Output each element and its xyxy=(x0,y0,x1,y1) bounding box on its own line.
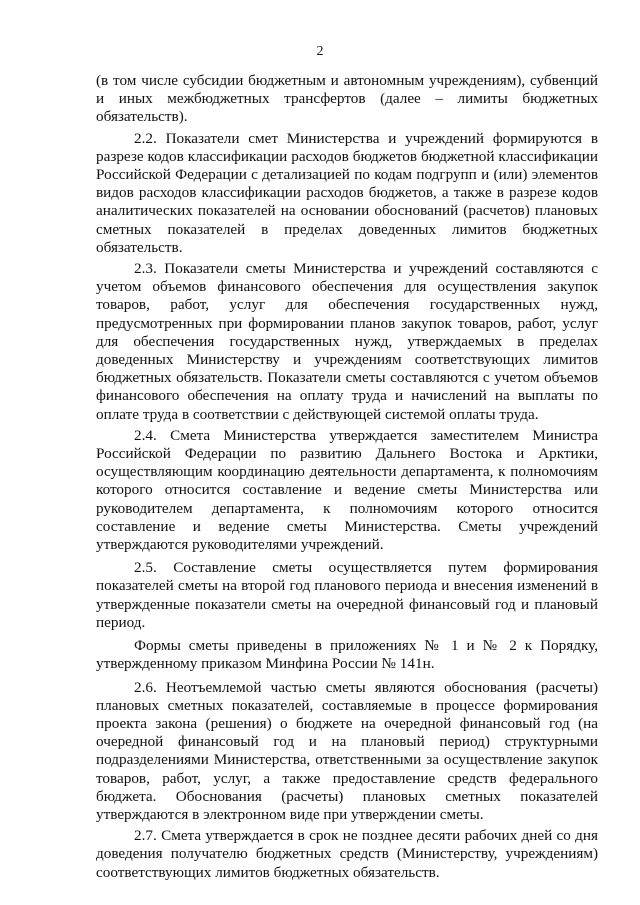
page-number: 2 xyxy=(316,44,324,59)
paragraph-2-6: 2.6. Неотъемлемой частью сметы являются обоснования (расчеты) плановых сметных показателей, составляемые в процессе формирования проекта закона (решения) о бюджете на очередной финансовый год (на очередной финансовый год и на плановый период) структурными подразделениями Министерства, ответственными за осуществление закупок товаров, работ, услуг, а также предоставление средств федерального бюджета. Обоснования (расчеты) плановых сметных показателей утверждаются в электронном виде при утверждении сметы. xyxy=(96,678,598,823)
paragraph-2-7: 2.7. Смета утверждается в срок не позднее десяти рабочих дней со дня доведения получателю бюджетных средств (Министерству, учреждениям) соответствующих лимитов бюджетных обязательств. xyxy=(96,827,598,881)
paragraph-2-4: 2.4. Смета Министерства утверждается заместителем Министра Российской Федерации по развитию Дальнего Востока и Арктики, осуществляющим координацию деятельности департамента, к полномочиям которого относится составление и ведение сметы Министерства или руководителем департамента, к полномочиям которого относится составление и ведение сметы Министерства. Сметы учреждений утверждаются руководителями учреждений. xyxy=(96,426,598,554)
paragraph-continuation: (в том числе субсидии бюджетным и автономным учреждениям), субвенций и иных межбюджетных трансфертов (далее – лимиты бюджетных обязательств). xyxy=(96,72,598,126)
paragraph-2-3: 2.3. Показатели сметы Министерства и учреждений составляются с учетом объемов финансового обеспечения для осуществления закупок товаров, работ, услуг для обеспечения государственных нужд, предусмотренных при формировании планов закупок товаров, работ, услуг для обеспечения государственных нужд, утверждаемых в пределах доведенных Министерству и учреждениям соответствующих лимитов бюджетных обязательств. Показатели сметы составляются с учетом объемов финансового обеспечения на оплату труда и начислений на выплаты по оплате труда в соответствии с действующей системой оплаты труда. xyxy=(96,260,598,423)
paragraph-2-2: 2.2. Показатели смет Министерства и учреждений формируются в разрезе кодов классификации расходов бюджетов бюджетной классификации Российской Федерации с детализацией по кодам подгрупп и (или) элементов видов расходов классификации расходов бюджетов, а также в разрезе кодов аналитических показателей на основании обоснований (расчетов) плановых сметных показателей в пределах доведенных лимитов бюджетных обязательств. xyxy=(96,129,598,256)
document-body xyxy=(96,72,598,882)
paragraph-2-5: 2.5. Составление сметы осуществляется путем формирования показателей сметы на второй год планового периода и внесения изменений в утвержденные показатели сметы на очередной финансовый год и плановый период. xyxy=(96,559,598,631)
paragraph-forms: Формы сметы приведены в приложениях № 1 и № 2 к Порядку, утвержденному приказом Минфина России № 141н. xyxy=(96,637,598,673)
